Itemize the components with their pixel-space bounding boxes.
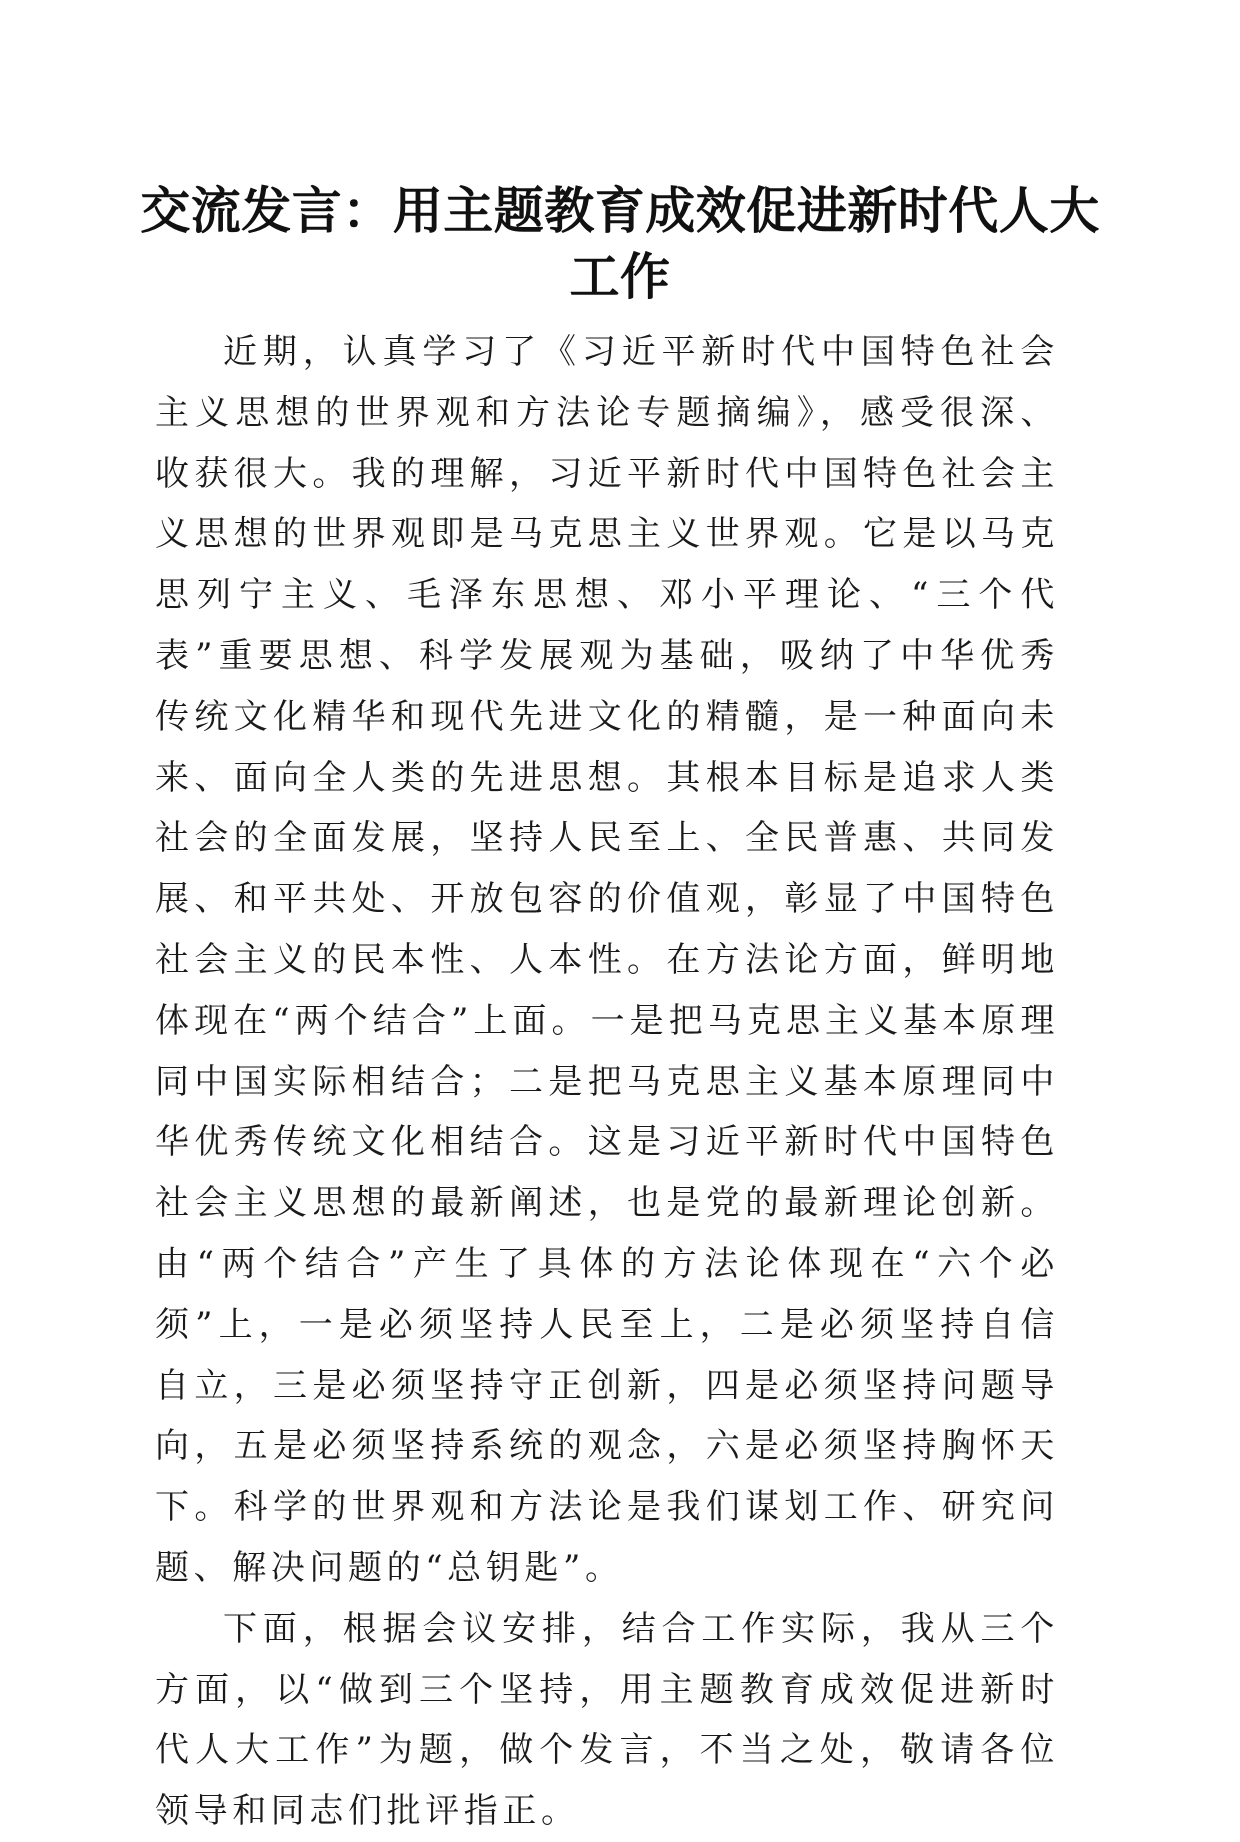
document-title: 交流发言：用主题教育成效促进新时代人大工作 — [140, 182, 1100, 306]
paragraph-study-reflection: 近期，认真学习了《习近平新时代中国特色社会主义思想的世界观和方法论专题摘编》，感受很深、收获很大。我的理解，习近平新时代中国特色社会主义思想的世界观即是马克思主义世界观。它是以马克思列宁主义、毛泽东思想、邓小平理论、“三个代表”重要思想、科学发展观为基础，吸纳了中华优秀传统文化精华和现代先进文化的精髓，是一种面向未来、面向全人类的先进思想。其根本目标是追求人类社会的全面发展，坚持人民至上、全民普惠、共同发展、和平共处、开放包容的价值观，彰显了中国特色社会主义的民本性、人本性。在方法论方面，鲜明地体现在“两个结合”上面。一是把马克思主义基本原理同中国实际相结合；二是把马克思主义基本原理同中华优秀传统文化相结合。这是习近平新时代中国特色社会主义思想的最新阐述，也是党的最新理论创新。由“两个结合”产生了具体的方法论体现在“六个必须”上，一是必须坚持人民至上，二是必须坚持自信自立，三是必须坚持守正创新，四是必须坚持问题导向，五是必须坚持系统的观念，六是必须坚持胸怀天下。科学的世界观和方法论是我们谋划工作、研究问题、解决问题的“总钥匙”。 — [155, 332, 1059, 1588]
paragraph-speech-intro: 下面，根据会议安排，结合工作实际，我从三个方面，以“做到三个坚持，用主题教育成效促进新时代人大工作”为题，做个发言，不当之处，敬请各位领导和同志们批评指正。 — [155, 1608, 1059, 1832]
document-body — [155, 322, 1059, 1842]
